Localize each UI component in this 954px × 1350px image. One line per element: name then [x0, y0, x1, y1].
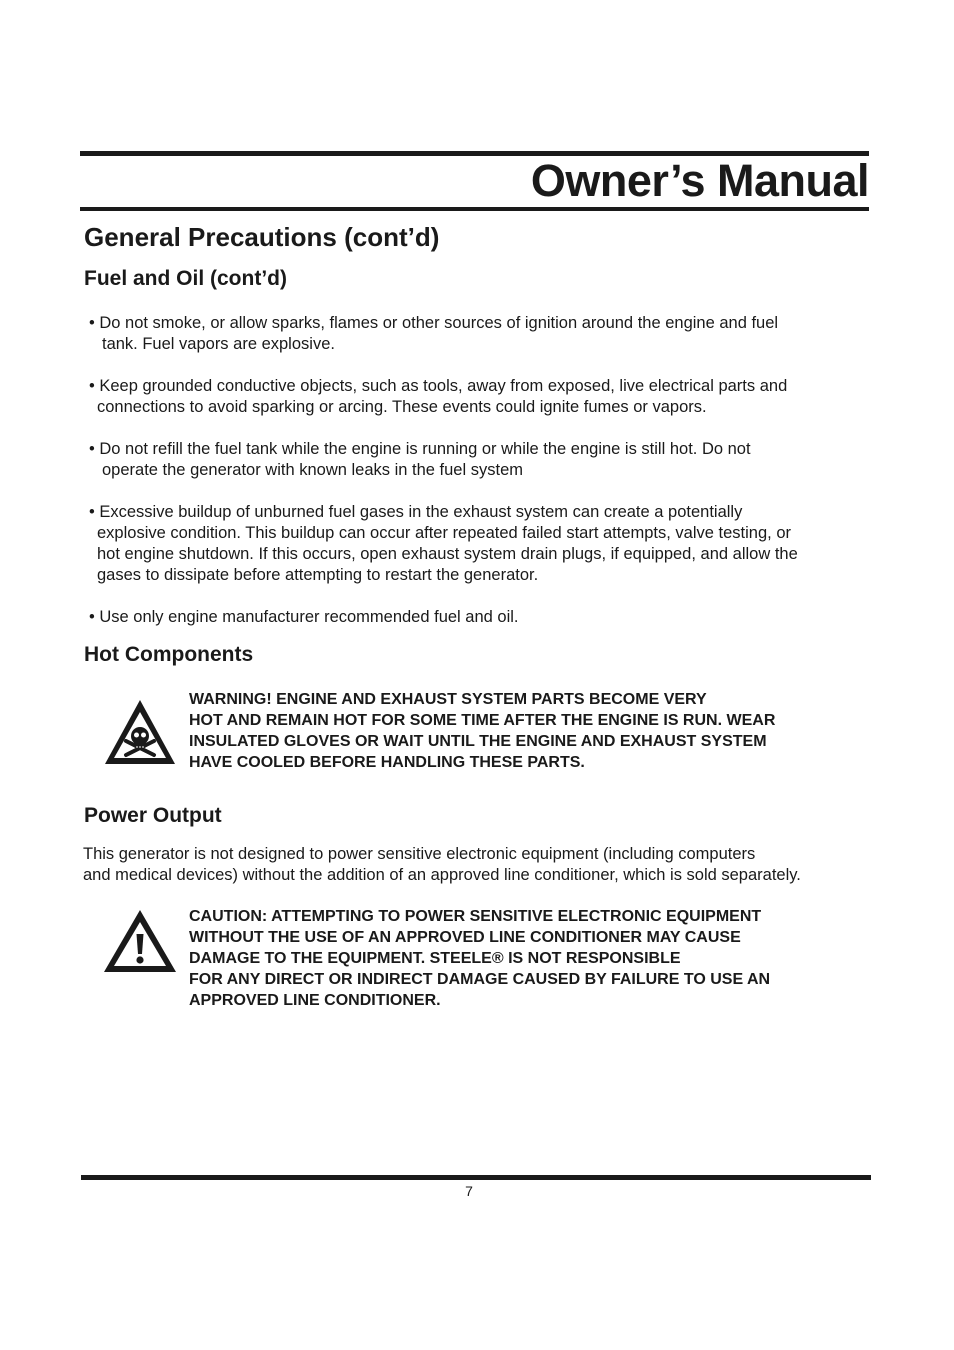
hot-components-warning [189, 689, 775, 773]
power-output-paragraph [83, 844, 801, 886]
bullet-line: gases to dissipate before attempting to restart the generator. [97, 566, 539, 584]
caution-line: WITHOUT THE USE OF AN APPROVED LINE CONDITIONER MAY CAUSE [189, 929, 741, 946]
list-item [89, 439, 889, 481]
list-item [89, 376, 889, 418]
document-title: Owner’s Manual [530, 155, 869, 206]
caution-line: APPROVED LINE CONDITIONER. [189, 992, 441, 1009]
caution-line: FOR ANY DIRECT OR INDIRECT DAMAGE CAUSED BY FAILURE TO USE AN [189, 971, 771, 988]
paragraph-line: and medical devices) without the addition of an approved line conditioner, which is sold separately. [83, 866, 801, 884]
power-output-heading: Power Output [84, 804, 222, 827]
list-item [89, 502, 889, 586]
bullet-line: explosive condition. This buildup can occur after repeated failed start attempts, valve testing, or [97, 524, 791, 542]
bullet-line: • Excessive buildup of unburned fuel gases in the exhaust system can create a potentially [89, 503, 743, 521]
bullet-line: operate the generator with known leaks in the fuel system [102, 461, 523, 479]
caution-line: DAMAGE TO THE EQUIPMENT. STEELE® IS NOT RESPONSIBLE [189, 950, 681, 967]
bullet-line: tank. Fuel vapors are explosive. [102, 335, 335, 353]
hot-components-heading: Hot Components [84, 643, 254, 666]
power-output-caution [189, 906, 770, 1011]
warning-line: HOT AND REMAIN HOT FOR SOME TIME AFTER THE ENGINE IS RUN. WEAR [189, 712, 776, 729]
list-item [89, 313, 889, 355]
section-title: General Precautions (cont’d) [84, 222, 440, 252]
bullet-line: • Do not refill the fuel tank while the engine is running or while the engine is still hot. Do not [89, 440, 751, 458]
header-rule-bottom [80, 207, 869, 211]
caution-line: CAUTION: ATTEMPTING TO POWER SENSITIVE ELECTRONIC EQUIPMENT [189, 908, 762, 925]
warning-line: HAVE COOLED BEFORE HANDLING THESE PARTS. [189, 754, 585, 771]
bullet-line: • Keep grounded conductive objects, such as tools, away from exposed, live electrical parts and [89, 377, 788, 395]
warning-line: WARNING! ENGINE AND EXHAUST SYSTEM PARTS BECOME VERY [189, 691, 707, 708]
bullet-line: • Do not smoke, or allow sparks, flames or other sources of ignition around the engine and fuel [89, 314, 779, 332]
fuel-oil-heading: Fuel and Oil (cont’d) [84, 267, 287, 290]
bullet-line: • Use only engine manufacturer recommended fuel and oil. [89, 608, 519, 626]
warning-line: INSULATED GLOVES OR WAIT UNTIL THE ENGINE AND EXHAUST SYSTEM [189, 733, 767, 750]
bullet-line: connections to avoid sparking or arcing. These events could ignite fumes or vapors. [97, 398, 707, 416]
page-number: 7 [465, 1183, 473, 1199]
list-item [89, 607, 889, 628]
bullet-line: hot engine shutdown. If this occurs, open exhaust system drain plugs, if equipped, and allow the [97, 545, 798, 563]
footer-rule [81, 1175, 871, 1180]
paragraph-line: This generator is not designed to power sensitive electronic equipment (including computers [83, 845, 756, 863]
exclamation-warning-icon [102, 908, 178, 974]
skull-crossbones-warning-icon [102, 697, 178, 767]
